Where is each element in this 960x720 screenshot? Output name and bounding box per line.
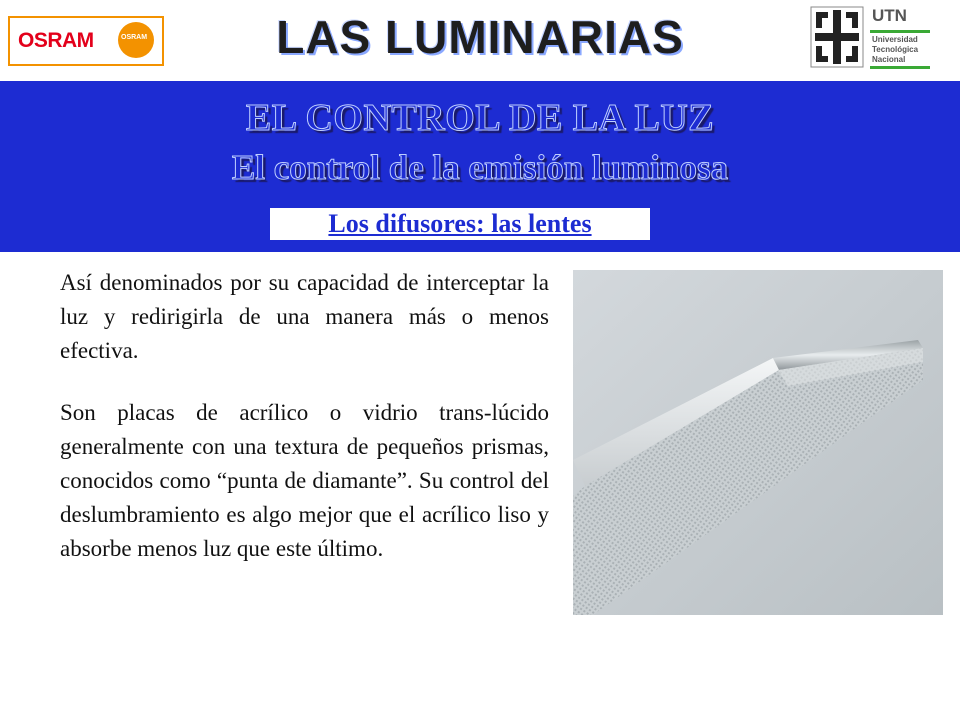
luminaire-photo: [573, 270, 943, 615]
topic-heading: Los difusores: las lentes: [270, 208, 650, 240]
paragraph: Así denominados por su capacidad de interceptar la luz y redirigirla de una manera más o menos efectiva.: [60, 270, 549, 363]
utn-emblem-icon: [810, 6, 864, 68]
page-title: LAS LUMINARIAS: [276, 11, 684, 63]
utn-subtitle-line: Nacional: [872, 55, 906, 64]
section-heading: EL CONTROL DE LA LUZ: [245, 97, 715, 139]
luminaire-image: [573, 270, 943, 615]
section-subheading: El control de la emisión luminosa: [231, 148, 729, 187]
utn-subtitle: [872, 35, 918, 65]
utn-subtitle-line: Universidad: [872, 35, 918, 44]
utn-divider: [870, 66, 930, 69]
paragraph: Son placas de acrílico o vidrio trans-lúcido generalmente con una textura de pequeños prismas, conocidos como “punta de diamante”. Su control del deslumbramiento es algo mejor que el acrílico liso y absorbe menos luz que este último.: [60, 400, 549, 561]
utn-subtitle-line: Tecnológica: [872, 45, 919, 54]
header-bar: [0, 0, 960, 81]
osram-wordmark: OSRAM: [18, 29, 94, 52]
utn-logo: [808, 4, 932, 70]
utn-divider: [870, 30, 930, 33]
utn-name: UTN: [872, 6, 907, 25]
osram-bulb-label: OSRAM: [121, 34, 148, 41]
